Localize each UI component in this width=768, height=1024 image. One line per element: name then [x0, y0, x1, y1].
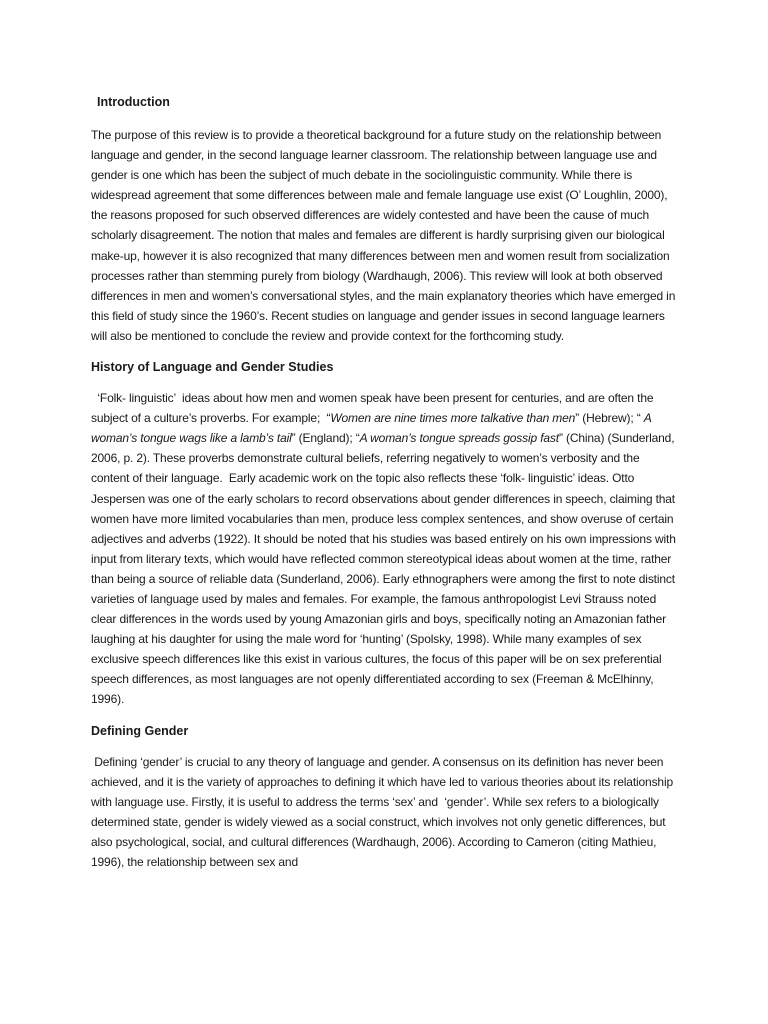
paragraph-history [91, 388, 677, 710]
history-quote-england: A woman’s tongue wags like a lamb’s tail [91, 411, 655, 446]
history-text-2: ” (Hebrew); “ [575, 411, 644, 426]
section-heading-defining-gender: Defining Gender [91, 723, 189, 738]
history-text-4: ” (China) (Sunderland, 2006, p. 2). These proverbs demonstrate cultural beliefs, referring negatively to women’s verbosity and the content of their language. Early academic work on the topic also reflects these ‘folk- linguistic’ ideas. Otto Jespersen was one of the early scholars to record observations about gender differences in speech, claiming that women have more limited vocabularies than men, produce less complex sentences, and show overuse of certain adjectives and adverbs (1922). It should be noted that his studies was based entirely on his own impressions with input from literary texts, which would have reflected common stereotypical ideas about women at the time, rather than being a source of reliable data (Sunderland, 2006). Early ethnographers were among the first to note distinct varieties of language used by males and females. For example, the famous anthropologist Levi Strauss noted clear differences in the words used by young Amazonian girls and boys, specifically noting an Amazonian father laughing at his daughter for using the male word for ‘hunting’ (Spolsky, 1998). While many examples of sex exclusive speech differences like this exist in various cultures, the focus of this paper will be on sex preferential speech differences, as most languages are not openly differentiated according to sex (Freeman & McElhinny, 1996). [91, 431, 679, 707]
history-text-1: ‘Folk- linguistic’ ideas about how men and women speak have been present for centuries, and are often the subject of a culture’s proverbs. For example; “ [91, 391, 657, 426]
paragraph-defining-gender: Defining ‘gender’ is crucial to any theory of language and gender. A consensus on its definition has never been achieved, and it is the variety of approaches to defining it which have led to various theories about its relationship with language use. Firstly, it is useful to address the terms ‘sex’ and ‘gender’. While sex refers to a biologically determined state, gender is widely viewed as a social construct, which involves not only genetic differences, but also psychological, social, and cultural differences (Wardhaugh, 2006). According to Cameron (citing Mathieu, 1996), the relationship between sex and [91, 754, 677, 869]
history-quote-china: A woman’s tongue spreads gossip fast [359, 431, 559, 446]
history-quote-hebrew: Women are nine times more talkative than men [330, 411, 576, 426]
document-body [91, 93, 677, 872]
section-heading-introduction: Introduction [97, 95, 170, 109]
paragraph-introduction: The purpose of this review is to provide a theoretical background for a future study on the relationship between language and gender, in the second language learner classroom. The relationship between language use and gender is one which has been the subject of much debate in the sociolinguistic community. While there is widespread agreement that some differences between male and female language use exist (O’ Loughlin, 2000), the reasons proposed for such observed differences are widely contested and have been the cause of much scholarly disagreement. The notion that males and females are different is hardly surprising given our biological make-up, however it is also recognized that many differences between men and women result from socialization processes rather than stemming purely from biology (Wardhaugh, 2006). This review will look at both observed differences in men and women’s conversational styles, and the main explanatory theories which have emerged in this field of study since the 1960’s. Recent studies on language and gender issues in second language learners will also be mentioned to conclude the review and provide context for the forthcoming study. [91, 128, 676, 343]
history-text-3: ” (England); “ [291, 431, 360, 446]
section-heading-history: History of Language and Gender Studies [91, 360, 334, 375]
